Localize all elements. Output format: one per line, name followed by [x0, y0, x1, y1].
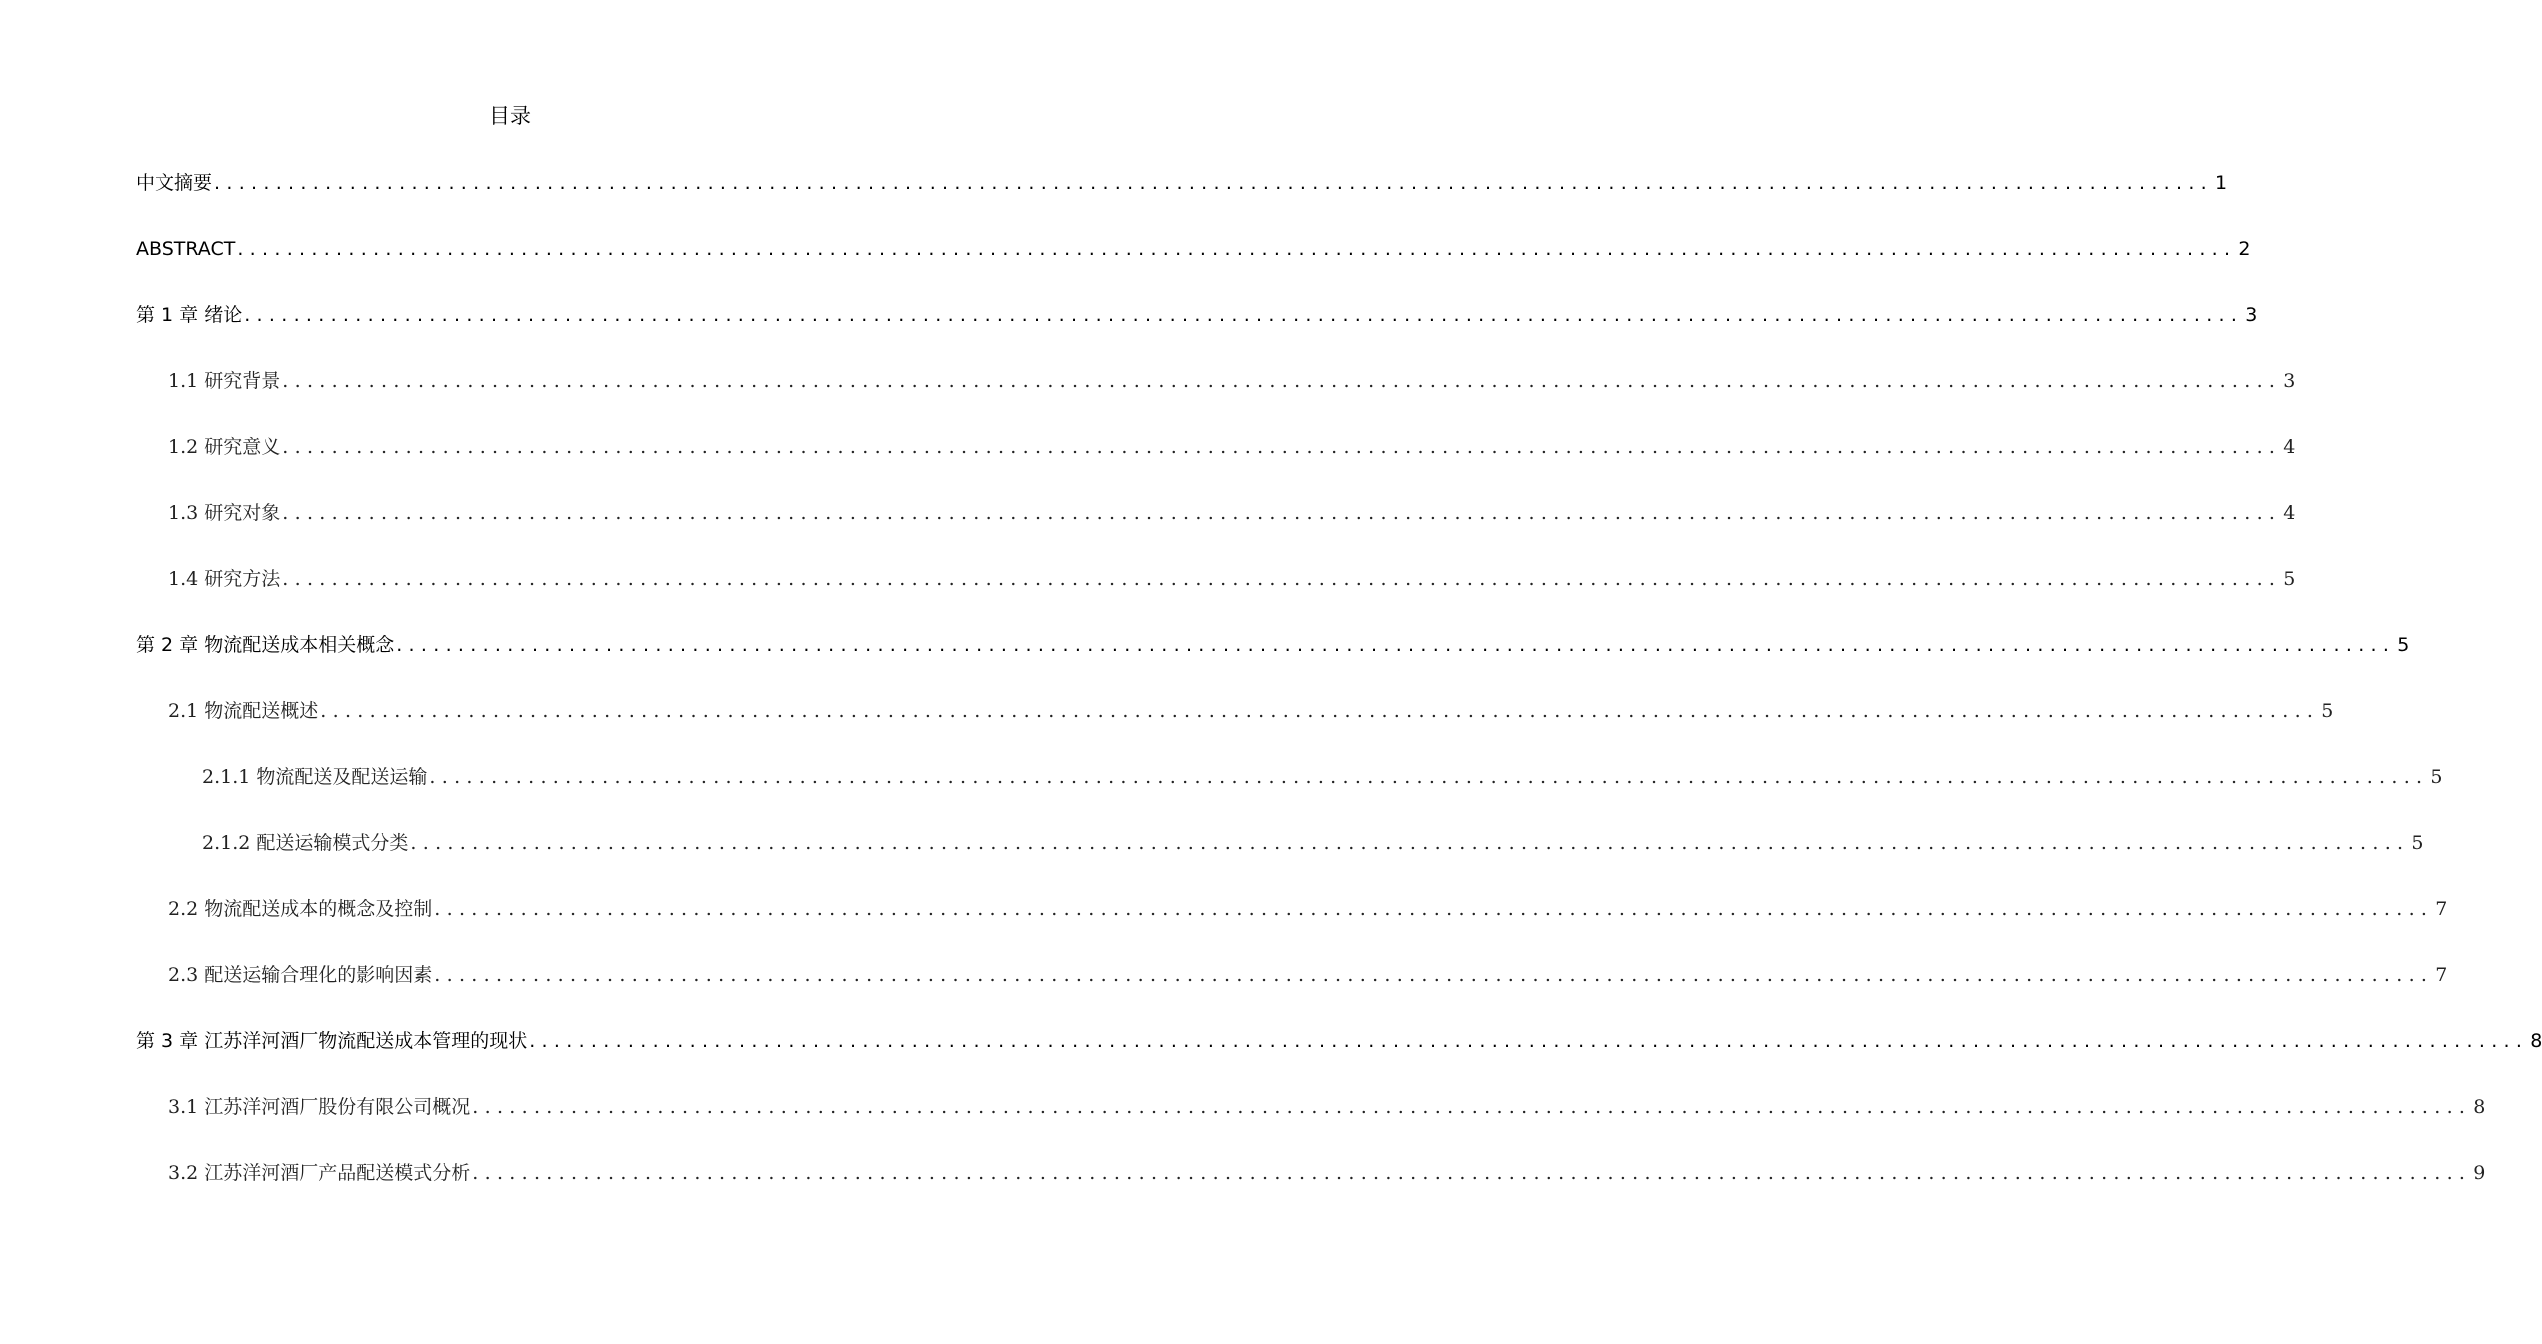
toc-dot-leader: .................................................................................................................................................................. — [410, 832, 2410, 854]
toc-entry-page-number: 8 — [2530, 1030, 2542, 1052]
toc-entry[interactable] — [0, 1090, 2486, 1156]
toc-entry-label: 1.4 研究方法 — [168, 568, 281, 590]
toc-entry[interactable] — [0, 628, 2410, 694]
toc-entry-label: 2.1.1 物流配送及配送运输 — [202, 766, 428, 788]
toc-entry-label: 2.2 物流配送成本的概念及控制 — [168, 898, 433, 920]
toc-entry[interactable] — [0, 1156, 2486, 1222]
toc-entry-label: 中文摘要 — [136, 172, 213, 194]
toc-entry[interactable] — [0, 496, 2296, 562]
toc-entry-page-number: 5 — [2321, 700, 2334, 722]
toc-entry[interactable] — [0, 562, 2296, 628]
toc-entry[interactable] — [0, 232, 2251, 298]
toc-entry-page-number: 3 — [2245, 304, 2258, 326]
toc-entry[interactable] — [0, 430, 2296, 496]
toc-entry-page-number: 3 — [2283, 370, 2296, 392]
toc-entry-page-number: 7 — [2435, 898, 2448, 920]
toc-entry[interactable] — [0, 760, 2443, 826]
toc-dot-leader: .................................................................................................................................................................. — [472, 1096, 2472, 1118]
toc-dot-leader: .................................................................................................................................................................. — [282, 370, 2282, 392]
toc-entry-page-number: 5 — [2397, 634, 2410, 656]
toc-entry[interactable] — [0, 892, 2448, 958]
toc-dot-leader: .................................................................................................................................................................. — [320, 700, 2320, 722]
toc-entry[interactable] — [0, 694, 2334, 760]
toc-entry-label: 2.1 物流配送概述 — [168, 700, 319, 722]
toc-entry-page-number: 5 — [2430, 766, 2443, 788]
toc-entry-label: 1.2 研究意义 — [168, 436, 281, 458]
toc-entry-page-number: 5 — [2411, 832, 2424, 854]
toc-entry[interactable] — [0, 1024, 2542, 1090]
toc-entry-label: 3.2 江苏洋河酒厂产品配送模式分析 — [168, 1162, 471, 1184]
toc-entry-label: 第 1 章 绪论 — [136, 304, 243, 326]
toc-entry[interactable] — [0, 826, 2424, 892]
toc-dot-leader: .................................................................................................................................................................. — [282, 436, 2282, 458]
toc-entry-page-number: 4 — [2283, 436, 2296, 458]
toc-dot-leader: .................................................................................................................................................................. — [396, 634, 2396, 656]
toc-entry-label: 3.1 江苏洋河酒厂股份有限公司概况 — [168, 1096, 471, 1118]
toc-dot-leader: .................................................................................................................................................................. — [434, 964, 2434, 986]
toc-entry-label: 第 3 章 江苏洋河酒厂物流配送成本管理的现状 — [136, 1030, 528, 1052]
toc-dot-leader: .................................................................................................................................................................. — [214, 172, 2214, 194]
toc-entry-page-number: 7 — [2435, 964, 2448, 986]
toc-entry-label: 2.1.2 配送运输模式分类 — [202, 832, 409, 854]
toc-dot-leader: .................................................................................................................................................................. — [282, 502, 2282, 524]
toc-dot-leader: .................................................................................................................................................................. — [529, 1030, 2529, 1052]
toc-entry[interactable] — [0, 364, 2296, 430]
toc-dot-leader: .................................................................................................................................................................. — [472, 1162, 2472, 1184]
toc-dot-leader: .................................................................................................................................................................. — [282, 568, 2282, 590]
toc-entry-label: 1.1 研究背景 — [168, 370, 281, 392]
toc-dot-leader: .................................................................................................................................................................. — [434, 898, 2434, 920]
table-of-contents — [0, 166, 2542, 1222]
toc-dot-leader: .................................................................................................................................................................. — [237, 238, 2237, 260]
toc-entry-label: 1.3 研究对象 — [168, 502, 281, 524]
toc-entry-label: ABSTRACT — [136, 238, 236, 260]
toc-entry[interactable] — [0, 298, 2258, 364]
toc-dot-leader: .................................................................................................................................................................. — [429, 766, 2429, 788]
toc-entry-page-number: 5 — [2283, 568, 2296, 590]
toc-entry-page-number: 2 — [2238, 238, 2251, 260]
toc-entry-label: 2.3 配送运输合理化的影响因素 — [168, 964, 433, 986]
toc-entry[interactable] — [0, 166, 2228, 232]
toc-entry-page-number: 4 — [2283, 502, 2296, 524]
toc-entry[interactable] — [0, 958, 2448, 1024]
toc-entry-page-number: 9 — [2473, 1162, 2486, 1184]
toc-entry-page-number: 1 — [2215, 172, 2228, 194]
toc-entry-label: 第 2 章 物流配送成本相关概念 — [136, 634, 395, 656]
page-title: 目录 — [489, 104, 531, 128]
toc-dot-leader: .................................................................................................................................................................. — [244, 304, 2244, 326]
toc-entry-page-number: 8 — [2473, 1096, 2486, 1118]
